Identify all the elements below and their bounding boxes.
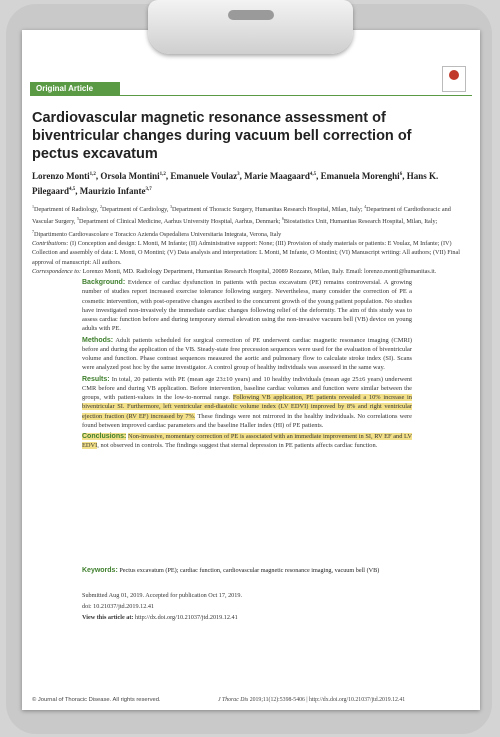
abstract <box>82 278 412 453</box>
submission-info <box>82 590 412 623</box>
author-list: Lorenzo Monti$^{1,2}$, Orsola Montini$^{1,2}$, Emanuele Voulaz$^3$, Marie Maagaard$^{4,5}$, Emanuela Morenghi$^6$, Hans K. Pilegaard$^{4,5}$, Maurizio Infante$^{3,7}$ <box>32 171 439 196</box>
affiliations: $^1$Department of Radiology, $^2$Department of Cardiology, $^3$Department of Thoracic Surgery, Humanitas Research Hospital, Milan, Italy; $^4$Department of Cardiothoracic and Vascular Surgery, $^5$Department of Clinical Medicine, Aarhus University Hospital, Aarhus, Denmark; $^6$Biostatistics Unit, Humanitas Research Hospital, Milan, Italy; $^7$Dipartimento Cardiovascolare e Toracico Azienda Ospedaliera Universitaria Integrata, Verona, Italy <box>32 204 451 238</box>
journal-logo-icon <box>442 66 466 92</box>
view-article-link[interactable]: View this article at: http://dx.doi.org/10.21037/jtd.2019.12.41 <box>82 614 238 621</box>
clip-hole <box>228 10 274 20</box>
author-name: Lorenzo Monti$^{1,2}$ <box>32 171 96 181</box>
abstract-results: Results: In total, 20 patients with PE (mean age 23±10 years) and 10 healthy individuals (mean age 25±6 years) underwent CMR before and during VB application. Before intervention, baseline cardiac volumes and function were similar between the groups, with patient-values in the low-to-normal range. Following VB application, PE patients revealed a 10% increase in biventricular SI. Furthermore, left ventricular end-diastolic volume index (LV EDVI) improved by 8% and right ventricular ejection fraction (RV EF) increased by 7%. These findings were not mirrored in the healthy individuals. No correlations were found between improved cardiac parameters and the baseline Haller index (HI) of PE patients. <box>82 375 413 429</box>
affiliations-block <box>32 202 472 276</box>
citation-footer: J Thorac Dis 2019;11(12):5398-5406 | http://dx.doi.org/10.21037/jtd.2019.12.41 <box>218 697 406 703</box>
correspondence: Correspondence to: Lorenzo Monti, MD. Radiology Department, Humanitas Research Hospital, 20089 Rozzano, Milan, Italy. Email: lorenzo.monti@humanitas.it. <box>32 267 437 275</box>
author-name: Hans K. Pilegaard$^{4,5}$ <box>32 171 439 196</box>
article-type-badge: Original Article <box>30 82 120 96</box>
author-name: Maurizio Infante$^{3,7}$ <box>79 186 152 196</box>
highlighted-text: Non-invasive, momentary correction of PE is associated with an immediate improvement in SI, RV EF and LV EDVI <box>82 433 412 450</box>
article-title: Cardiovascular magnetic resonance assessment of biventricular changes during vacuum bell correction of pectus excavatum <box>32 110 412 162</box>
doi: doi: 10.21037/jtd.2019.12.41 <box>82 603 155 610</box>
abstract-methods: Methods: Adult patients scheduled for surgical correction of PE underwent cardiac magnetic resonance imaging (CMRI) before and during the application of the VB. Steady-state free precession sequences were used for the evaluation of biventricular volume and function. Phase contrast sequences measured the aortic and pulmonary flow to calculate stroke index (SI). Scans were analyzed post hoc by the same investigator. A control group of healthy individuals was assessed in the same way. <box>82 336 412 372</box>
abstract-conclusions: Conclusions: Non-invasive, momentary correction of PE is associated with an immediate improvement in SI, RV EF and LV EDVI, not observed in controls. The findings suggest that sternal depression in PE patients affects cardiac function. <box>82 433 412 450</box>
author-name: Emanuele Voulaz$^3$ <box>170 171 240 181</box>
abstract-background: Background: Evidence of cardiac dysfunction in patients with pectus excavatum (PE) remains controversial. A growing number of studies report increased exercise tolerance following surgery. Nevertheless, many consider the correction of PE a cosmetic intervention, with post-operative changes ascribed to the concurrent growth of the young patient population. No studies have investigated non-invasively the immediate cardiac changes following relief of the deformity. The aim of this study was to assess cardiac function before and during temporary sternal elevation using the non-invasive vacuum bell (VB) device on young adults with PE. <box>82 279 413 333</box>
highlighted-text: Following VB application, PE patients revealed a 10% increase in biventricular SI. Furthermore, left ventricular end-diastolic volume index (LV EDVI) improved by 8% and right ventricular ejection fraction (RV EF) increased by 7%. <box>82 394 412 420</box>
article-page <box>22 30 480 710</box>
author-name: Emanuela Morenghi$^6$ <box>320 171 403 181</box>
header-rule <box>120 95 472 96</box>
copyright: © Journal of Thoracic Disease. All rights reserved. <box>32 697 161 703</box>
author-name: Orsola Montini$^{1,2}$ <box>100 171 166 181</box>
clipboard-clip <box>148 0 353 54</box>
author-name: Marie Maagaard$^{4,5}$ <box>244 171 317 181</box>
contributions: Contributions: (I) Conception and design: L Monti, M Infante; (II) Administrative support: None; (III) Provision of study materials or patients: E Voulaz, M Infante; (IV) Collection and assembly of data: L Monti, O Montini; (V) Data analysis and interpretation: L Monti, M Infante, O Montini; (VI) Manuscript writing: All authors; (VII) Final approval of manuscript: All authors. <box>32 240 460 266</box>
keywords: Keywords: Pectus excavatum (PE); cardiac function, cardiovascular magnetic resonance imaging, vacuum bell (VB) <box>82 567 380 574</box>
submission-dates: Submitted Aug 01, 2019. Accepted for publication Oct 17, 2019. <box>82 592 242 599</box>
